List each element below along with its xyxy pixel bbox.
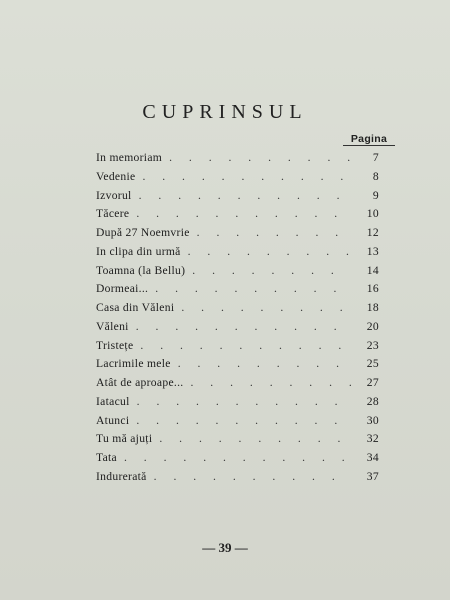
toc-entry-page: 25 xyxy=(366,357,379,371)
toc-entry-page: 9 xyxy=(372,188,379,202)
dot-leader xyxy=(178,357,351,370)
toc-entry-page: 32 xyxy=(366,432,379,446)
toc-entry-title: Văleni xyxy=(96,319,129,333)
page-title: CUPRINSUL xyxy=(142,101,308,123)
toc-entry-page: 37 xyxy=(366,469,379,483)
dot-leader xyxy=(192,264,351,277)
toc-entry-title: Lacrimile mele xyxy=(96,357,171,371)
dot-leader xyxy=(159,432,351,445)
toc-entry xyxy=(96,207,379,226)
dot-leader xyxy=(191,376,352,389)
toc-entry xyxy=(96,357,379,376)
dot-leader xyxy=(139,189,351,202)
toc-entry-page: 28 xyxy=(366,394,379,408)
toc-entry xyxy=(96,245,379,264)
toc-entry-page: 18 xyxy=(366,301,379,314)
toc-entry-title: Iatacul xyxy=(96,394,130,408)
dot-leader xyxy=(140,339,351,352)
toc-entry xyxy=(96,301,379,320)
toc-entry xyxy=(96,395,379,414)
toc-entry xyxy=(96,376,379,395)
toc-entry-title: In clipa din urmă xyxy=(96,244,181,258)
toc-entry-title: Toamna (la Bellu) xyxy=(96,263,186,277)
toc-entry xyxy=(96,451,379,470)
toc-entry xyxy=(96,170,379,189)
toc-entry-page: 12 xyxy=(366,226,379,239)
page-column-header: Pagina xyxy=(343,133,395,146)
page-number: — 39 — xyxy=(202,540,248,555)
dot-leader xyxy=(136,320,351,333)
toc-entry xyxy=(96,432,379,451)
toc-entry-title: Indurerată xyxy=(96,469,147,483)
toc-entry xyxy=(96,414,379,433)
toc-entry xyxy=(96,320,379,339)
dot-leader xyxy=(155,282,351,295)
dot-leader xyxy=(169,151,351,164)
dot-leader xyxy=(136,207,351,220)
dot-leader xyxy=(137,395,351,408)
toc-entry xyxy=(96,339,379,358)
toc-entry xyxy=(96,282,379,301)
dot-leader xyxy=(197,226,351,239)
toc-entry-title: Atunci xyxy=(96,413,130,427)
toc-entry xyxy=(96,151,379,170)
toc-entry xyxy=(96,189,379,208)
toc-entry-page: 30 xyxy=(366,413,379,427)
toc-entry-title: Dormeai... xyxy=(96,282,149,296)
dot-leader xyxy=(181,301,351,314)
toc-entry-page: 7 xyxy=(372,151,379,164)
toc-entry-title: Izvorul xyxy=(96,188,132,202)
toc-entry-page: 16 xyxy=(366,282,379,296)
toc-entry-page: 10 xyxy=(366,207,379,221)
toc-entry-page: 13 xyxy=(366,244,379,258)
dot-leader xyxy=(124,451,351,464)
toc-entry-page: 34 xyxy=(366,451,379,464)
dot-leader xyxy=(142,170,351,183)
toc-entry-page: 14 xyxy=(366,263,379,277)
toc-entry-page: 23 xyxy=(366,338,379,352)
toc-entry-page: 20 xyxy=(366,319,379,333)
dot-leader xyxy=(154,470,351,483)
table-of-contents xyxy=(96,151,379,489)
toc-entry xyxy=(96,226,379,245)
toc-entry-title: Tăcere xyxy=(96,207,130,221)
toc-entry-title: Casa din Văleni xyxy=(96,301,175,314)
dot-leader xyxy=(136,414,351,427)
toc-entry xyxy=(96,264,379,283)
toc-entry-title: Vedenie xyxy=(96,169,136,183)
dot-leader xyxy=(188,245,351,258)
toc-entry-title: Atât de aproape... xyxy=(96,376,184,389)
toc-entry-page: 27 xyxy=(366,376,379,389)
toc-entry-title: Tu mă ajuți xyxy=(96,432,153,446)
toc-entry-title: După 27 Noemvrie xyxy=(96,226,190,239)
toc-entry-page: 8 xyxy=(372,169,379,183)
toc-entry xyxy=(96,470,379,489)
toc-entry-title: Tristețe xyxy=(96,338,134,352)
toc-entry-title: In memoriam xyxy=(96,151,163,164)
toc-entry-title: Tata xyxy=(96,451,117,464)
